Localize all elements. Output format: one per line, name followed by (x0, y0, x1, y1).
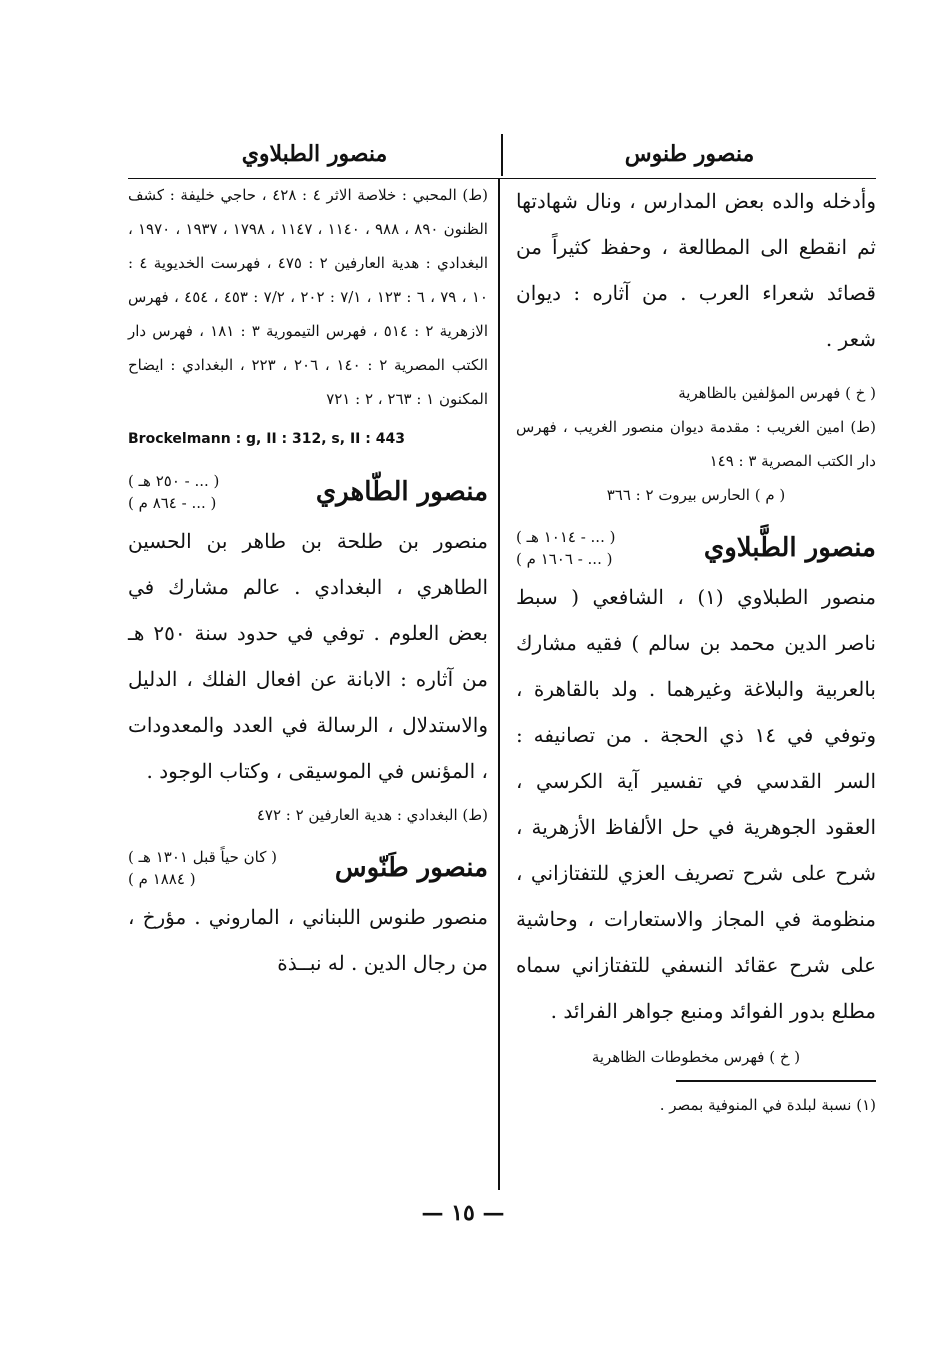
entry-dates (128, 470, 219, 514)
footnote-rule (676, 1080, 876, 1082)
date-hijri: ( كان حياً قبل ١٣٠١ هـ ) (128, 848, 278, 866)
entry-body: منصور طنوس اللبناني ، الماروني . مؤرخ ، من رجال الدين . له نبــذة (128, 905, 488, 975)
entry-dates (128, 846, 277, 890)
date-gregorian: ( ... - ٨٦٤ م ) (128, 494, 217, 512)
entry-title: منصور الطّاهري (315, 477, 488, 507)
reference-block: (ط) المحبي : خلاصة الاثر ٤ : ٤٢٨ ، حاجي خليفة : كشف الظنون ٨٩٠ ، ٩٨٨ ، ١١٤٠ ، ١١٤٧ ، ١٧٩٨ ، ١٩٣٧ ، ١٩٧٠ ، البغدادي : هدية العارفين ٢ : ٤٧٥ ، فهرست الخديوية ٤ : ١٠ ، ٧٩ ، ٦ : ١٢٣ ، ٧/١ : ٢٠٢ ، ٧/٢ : ٤٥٣ ، ٤٥٤ ، فهرس الازهرية ٢ : ٥١٤ ، فهرس التيمورية ٣ : ١٨١ ، فهرس دار الكتب المصرية ٢ : ١٤٠ ، ٢٠٦ ، ٢٢٣ ، البغدادي : ايضاح المكنون ١ : ٢٦٣ ، ٢ : ٧٢١ (128, 186, 489, 408)
page-number: — ١٥ — (421, 1200, 505, 1226)
right-column (516, 178, 876, 1172)
entry-dates (516, 526, 615, 570)
left-column (128, 178, 488, 1172)
entry-heading (128, 470, 488, 514)
latin-reference: Brockelmann : g, II : 312, s, II : 443 (128, 431, 405, 447)
entry-heading (128, 846, 488, 890)
date-gregorian: ( ... - ١٦٠٦ م ) (516, 550, 613, 568)
reference-line: ( خ ) فهرس المؤلفين بالظاهرية (678, 384, 876, 402)
column-divider (498, 178, 500, 1190)
entry-body: منصور بن طلحة بن طاهر بن الحسين الطاهري ، البغدادي . عالم مشارك في بعض العلوم . توفي في حدود سنة ٢٥٠ هـ من آثاره : الابانة عن افعال الفلك ، الدليل والاستدلال ، الرسالة في العدد والمعدودات ، المؤنس في الموسيقى ، وكتاب الوجود . (128, 529, 488, 783)
footnote: (١) نسبة لبلدة في المنوفية بمصر . (659, 1095, 876, 1114)
date-gregorian: ( ١٨٨٤ م ) (128, 870, 196, 888)
entry-title: منصور الطَّبلاوي (703, 533, 876, 563)
running-header (128, 130, 876, 179)
entry-title: منصور طَنّوس (334, 853, 488, 883)
entry-heading (516, 526, 876, 570)
header-left-title: منصور طنوس (624, 141, 755, 167)
header-right-title: منصور الطبلاوي (241, 141, 388, 167)
header-separator (501, 134, 503, 176)
reference-line: ( م ) الحارس بيروت ٢ : ٣٦٦ (606, 486, 786, 504)
reference-line: ( خ ) فهرس مخطوطات الظاهرية (591, 1048, 801, 1066)
date-hijri: ( ... - ٢٥٠ هـ ) (128, 472, 220, 490)
paragraph-continued: وأدخله والده بعض المدارس ، ونال شهادتها ثم انقطع الى المطالعة ، وحفظ كثيراً من قصائد شعراء العرب . من آثاره : ديوان شعر . (516, 189, 876, 351)
reference-line: (ط) امين الغريب : مقدمة ديوان منصور الغريب ، فهرس دار الكتب المصرية ٣ : ١٤٩ (516, 418, 876, 470)
entry-body: منصور الطبلاوي (١) ، الشافعي ( سبط ناصر الدين محمد بن سالم ) فقيه مشارك بالعربية والبلاغة وغيرهما . ولد بالقاهرة ، وتوفي في ١٤ ذي الحجة . من تصانيفه : السر القدسي في تفسير آية الكرسي ، العقود الجوهرية في حل الألفاظ الأزهرية ، شرح على شرح تصريف العزي للتفتازاني ، منظومة في المجاز والاستعارات ، وحاشية على شرح عقائد النسفي للتفتازاني سماه مطلع بدور الفوائد ومنبع جواهر الفرائد . (516, 585, 877, 1023)
reference-line: (ط) البغدادي : هدية العارفين ٢ : ٤٧٢ (256, 806, 488, 824)
date-hijri: ( ... - ١٠١٤ هـ ) (516, 528, 616, 546)
